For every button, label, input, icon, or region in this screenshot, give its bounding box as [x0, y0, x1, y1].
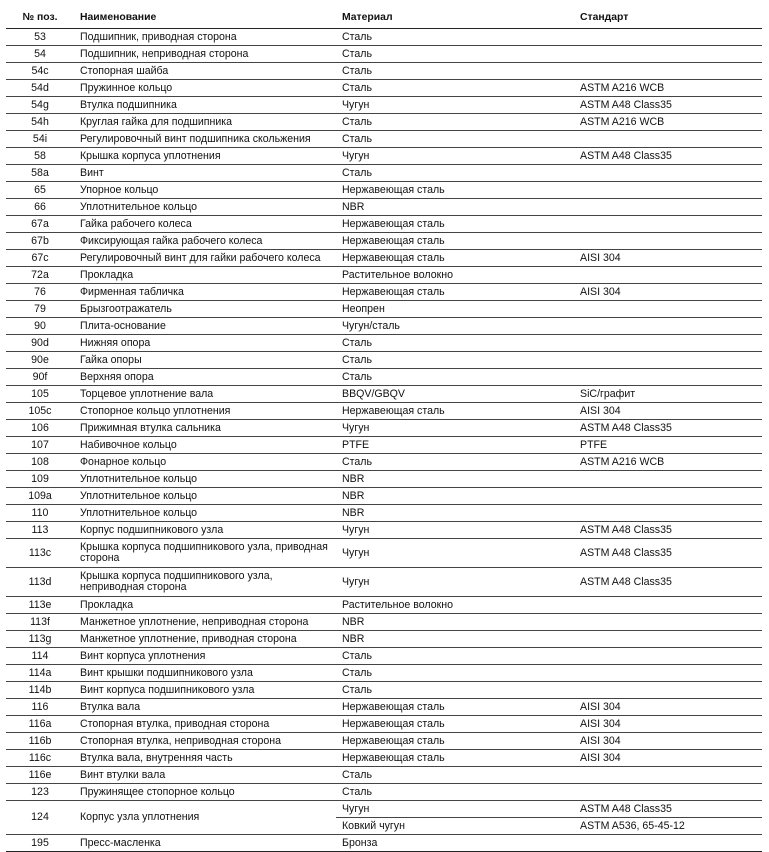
cell-name: Уплотнительное кольцо — [74, 505, 336, 522]
cell-standard — [574, 505, 762, 522]
table-row — [6, 648, 762, 665]
cell-standard — [574, 369, 762, 386]
cell-standard — [574, 682, 762, 699]
cell-pos: 67a — [6, 216, 74, 233]
table-row — [6, 614, 762, 631]
cell-standard — [574, 318, 762, 335]
table-row — [6, 835, 762, 852]
cell-name: Торцевое уплотнение вала — [74, 386, 336, 403]
table-row — [6, 454, 762, 471]
cell-standard — [574, 46, 762, 63]
parts-list-sheet — [6, 6, 762, 852]
cell-material: NBR — [336, 505, 574, 522]
cell-pos: 113g — [6, 631, 74, 648]
cell-material: Нержавеющая сталь — [336, 233, 574, 250]
cell-pos: 114 — [6, 648, 74, 665]
cell-name: Стопорная втулка, приводная сторона — [74, 716, 336, 733]
cell-name: Втулка подшипника — [74, 97, 336, 114]
cell-standard — [574, 665, 762, 682]
cell-material: Нержавеющая сталь — [336, 699, 574, 716]
table-row — [6, 63, 762, 80]
cell-standard: AISI 304 — [574, 733, 762, 750]
table-row-split — [6, 801, 762, 818]
cell-pos: 90e — [6, 352, 74, 369]
cell-name: Уплотнительное кольцо — [74, 471, 336, 488]
cell-standard — [574, 835, 762, 852]
cell-standard: AISI 304 — [574, 284, 762, 301]
cell-pos: 109 — [6, 471, 74, 488]
cell-material: NBR — [336, 614, 574, 631]
cell-pos: 90f — [6, 369, 74, 386]
cell-pos: 53 — [6, 29, 74, 46]
cell-material: BBQV/GBQV — [336, 386, 574, 403]
table-row — [6, 522, 762, 539]
cell-pos: 124 — [6, 801, 74, 835]
cell-standard: ASTM A536, 65-45-12 — [574, 818, 762, 835]
table-row — [6, 148, 762, 165]
cell-name: Стопорное кольцо уплотнения — [74, 403, 336, 420]
cell-material: Растительное волокно — [336, 267, 574, 284]
cell-pos: 106 — [6, 420, 74, 437]
cell-name: Подшипник, приводная сторона — [74, 29, 336, 46]
table-row — [6, 784, 762, 801]
cell-material: Нержавеющая сталь — [336, 716, 574, 733]
cell-name: Прокладка — [74, 597, 336, 614]
cell-material: Нержавеющая сталь — [336, 216, 574, 233]
cell-pos: 67b — [6, 233, 74, 250]
table-row — [6, 369, 762, 386]
cell-material: Нержавеющая сталь — [336, 284, 574, 301]
cell-material: Нержавеющая сталь — [336, 733, 574, 750]
cell-material: Сталь — [336, 46, 574, 63]
cell-standard: SiC/графит — [574, 386, 762, 403]
cell-name: Фирменная табличка — [74, 284, 336, 301]
table-row — [6, 699, 762, 716]
cell-pos: 90d — [6, 335, 74, 352]
column-header-standard: Стандарт — [574, 6, 762, 29]
cell-name: Втулка вала, внутренняя часть — [74, 750, 336, 767]
cell-name: Брызгоотражатель — [74, 301, 336, 318]
cell-name: Регулировочный винт для гайки рабочего колеса — [74, 250, 336, 267]
cell-material: Сталь — [336, 369, 574, 386]
cell-standard — [574, 301, 762, 318]
cell-name: Крышка корпуса подшипникового узла, приводная сторона — [74, 539, 336, 568]
cell-material: Сталь — [336, 352, 574, 369]
cell-material: NBR — [336, 199, 574, 216]
parts-table — [6, 6, 762, 852]
table-row — [6, 733, 762, 750]
cell-pos: 116c — [6, 750, 74, 767]
cell-material: NBR — [336, 488, 574, 505]
cell-material: Сталь — [336, 648, 574, 665]
cell-name: Плита-основание — [74, 318, 336, 335]
cell-name: Винт — [74, 165, 336, 182]
cell-standard — [574, 267, 762, 284]
cell-pos: 67c — [6, 250, 74, 267]
cell-pos: 72a — [6, 267, 74, 284]
cell-material: Сталь — [336, 335, 574, 352]
cell-standard: ASTM A48 Class35 — [574, 148, 762, 165]
cell-name: Винт корпуса подшипникового узла — [74, 682, 336, 699]
cell-name: Регулировочный винт подшипника скольжения — [74, 131, 336, 148]
cell-material: Неопрен — [336, 301, 574, 318]
table-row — [6, 352, 762, 369]
cell-material: Растительное волокно — [336, 597, 574, 614]
cell-material: Ковкий чугун — [336, 818, 574, 835]
cell-standard — [574, 199, 762, 216]
cell-standard: ASTM A48 Class35 — [574, 539, 762, 568]
cell-material: Чугун — [336, 568, 574, 597]
cell-name: Винт корпуса уплотнения — [74, 648, 336, 665]
cell-standard: AISI 304 — [574, 699, 762, 716]
cell-material: NBR — [336, 631, 574, 648]
table-row — [6, 165, 762, 182]
cell-pos: 113d — [6, 568, 74, 597]
cell-pos: 76 — [6, 284, 74, 301]
table-row — [6, 420, 762, 437]
cell-material: Сталь — [336, 454, 574, 471]
cell-standard: ASTM A216 WCB — [574, 80, 762, 97]
table-row — [6, 665, 762, 682]
cell-material: Сталь — [336, 114, 574, 131]
cell-name: Корпус подшипникового узла — [74, 522, 336, 539]
cell-name: Крышка корпуса подшипникового узла, неприводная сторона — [74, 568, 336, 597]
cell-material: Сталь — [336, 784, 574, 801]
cell-standard: ASTM A48 Class35 — [574, 801, 762, 818]
table-row — [6, 597, 762, 614]
cell-pos: 54i — [6, 131, 74, 148]
cell-name: Нижняя опора — [74, 335, 336, 352]
cell-standard: ASTM A216 WCB — [574, 114, 762, 131]
cell-standard — [574, 648, 762, 665]
cell-material: Нержавеющая сталь — [336, 250, 574, 267]
table-row — [6, 767, 762, 784]
table-row — [6, 46, 762, 63]
cell-material: Сталь — [336, 165, 574, 182]
cell-material: Чугун/сталь — [336, 318, 574, 335]
cell-standard — [574, 784, 762, 801]
table-row — [6, 568, 762, 597]
cell-standard: AISI 304 — [574, 403, 762, 420]
cell-standard: ASTM A48 Class35 — [574, 420, 762, 437]
cell-material: Сталь — [336, 80, 574, 97]
cell-standard — [574, 29, 762, 46]
cell-material: Чугун — [336, 97, 574, 114]
cell-material: Бронза — [336, 835, 574, 852]
table-row — [6, 284, 762, 301]
cell-material: Чугун — [336, 522, 574, 539]
cell-standard: ASTM A48 Class35 — [574, 97, 762, 114]
cell-name: Фиксирующая гайка рабочего колеса — [74, 233, 336, 250]
cell-pos: 113f — [6, 614, 74, 631]
table-row — [6, 199, 762, 216]
cell-standard — [574, 131, 762, 148]
cell-standard — [574, 767, 762, 784]
table-row — [6, 750, 762, 767]
cell-name: Набивочное кольцо — [74, 437, 336, 454]
cell-pos: 107 — [6, 437, 74, 454]
table-body-tail — [6, 801, 762, 852]
cell-material: Чугун — [336, 539, 574, 568]
cell-pos: 58a — [6, 165, 74, 182]
cell-pos: 110 — [6, 505, 74, 522]
cell-material: Сталь — [336, 29, 574, 46]
cell-pos: 65 — [6, 182, 74, 199]
table-row — [6, 682, 762, 699]
cell-material: PTFE — [336, 437, 574, 454]
cell-name: Уплотнительное кольцо — [74, 199, 336, 216]
cell-material: Нержавеющая сталь — [336, 403, 574, 420]
cell-standard — [574, 471, 762, 488]
cell-pos: 109a — [6, 488, 74, 505]
cell-standard: ASTM A48 Class35 — [574, 568, 762, 597]
cell-name: Манжетное уплотнение, неприводная сторона — [74, 614, 336, 631]
cell-pos: 54g — [6, 97, 74, 114]
cell-pos: 105c — [6, 403, 74, 420]
cell-name: Корпус узла уплотнения — [74, 801, 336, 835]
cell-name: Гайка опоры — [74, 352, 336, 369]
cell-standard — [574, 335, 762, 352]
cell-standard: AISI 304 — [574, 250, 762, 267]
cell-pos: 54 — [6, 46, 74, 63]
cell-name: Манжетное уплотнение, приводная сторона — [74, 631, 336, 648]
table-row — [6, 631, 762, 648]
cell-pos: 116a — [6, 716, 74, 733]
cell-standard — [574, 165, 762, 182]
cell-standard — [574, 614, 762, 631]
cell-material: Сталь — [336, 682, 574, 699]
cell-name: Прижимная втулка сальника — [74, 420, 336, 437]
cell-name: Круглая гайка для подшипника — [74, 114, 336, 131]
table-row — [6, 97, 762, 114]
cell-name: Пружинное кольцо — [74, 80, 336, 97]
cell-material: Нержавеющая сталь — [336, 750, 574, 767]
table-row — [6, 301, 762, 318]
cell-name: Пресс-масленка — [74, 835, 336, 852]
table-row — [6, 335, 762, 352]
cell-name: Уплотнительное кольцо — [74, 488, 336, 505]
cell-pos: 58 — [6, 148, 74, 165]
cell-name: Прокладка — [74, 267, 336, 284]
cell-name: Втулка вала — [74, 699, 336, 716]
cell-pos: 116 — [6, 699, 74, 716]
table-header-row — [6, 6, 762, 29]
cell-pos: 123 — [6, 784, 74, 801]
cell-material: Чугун — [336, 420, 574, 437]
column-header-material: Материал — [336, 6, 574, 29]
cell-material: Чугун — [336, 148, 574, 165]
cell-name: Крышка корпуса уплотнения — [74, 148, 336, 165]
table-row — [6, 114, 762, 131]
cell-standard — [574, 233, 762, 250]
cell-standard: AISI 304 — [574, 716, 762, 733]
table-row — [6, 131, 762, 148]
table-row — [6, 267, 762, 284]
table-row — [6, 216, 762, 233]
cell-material: Нержавеющая сталь — [336, 182, 574, 199]
table-row — [6, 471, 762, 488]
cell-material: NBR — [336, 471, 574, 488]
cell-name: Винт крышки подшипникового узла — [74, 665, 336, 682]
cell-name: Подшипник, неприводная сторона — [74, 46, 336, 63]
cell-standard: AISI 304 — [574, 750, 762, 767]
table-row — [6, 488, 762, 505]
cell-standard — [574, 182, 762, 199]
cell-name: Упорное кольцо — [74, 182, 336, 199]
cell-pos: 54h — [6, 114, 74, 131]
table-row — [6, 182, 762, 199]
cell-standard — [574, 488, 762, 505]
cell-material: Сталь — [336, 63, 574, 80]
table-row — [6, 250, 762, 267]
table-row — [6, 437, 762, 454]
cell-pos: 54c — [6, 63, 74, 80]
cell-pos: 116e — [6, 767, 74, 784]
cell-standard: PTFE — [574, 437, 762, 454]
cell-pos: 54d — [6, 80, 74, 97]
cell-name: Винт втулки вала — [74, 767, 336, 784]
cell-name: Стопорная шайба — [74, 63, 336, 80]
cell-material: Сталь — [336, 131, 574, 148]
table-row — [6, 505, 762, 522]
cell-pos: 116b — [6, 733, 74, 750]
cell-name: Гайка рабочего колеса — [74, 216, 336, 233]
cell-name: Верхняя опора — [74, 369, 336, 386]
table-row — [6, 386, 762, 403]
cell-standard: ASTM A48 Class35 — [574, 522, 762, 539]
cell-pos: 113e — [6, 597, 74, 614]
cell-material: Сталь — [336, 767, 574, 784]
cell-pos: 114b — [6, 682, 74, 699]
table-row — [6, 716, 762, 733]
cell-pos: 105 — [6, 386, 74, 403]
cell-pos: 90 — [6, 318, 74, 335]
table-row — [6, 29, 762, 46]
cell-pos: 113c — [6, 539, 74, 568]
table-row — [6, 539, 762, 568]
table-row — [6, 318, 762, 335]
cell-standard — [574, 352, 762, 369]
table-body — [6, 29, 762, 801]
cell-pos: 195 — [6, 835, 74, 852]
cell-pos: 79 — [6, 301, 74, 318]
cell-pos: 114a — [6, 665, 74, 682]
cell-pos: 108 — [6, 454, 74, 471]
cell-name: Фонарное кольцо — [74, 454, 336, 471]
cell-standard — [574, 631, 762, 648]
cell-name: Пружинящее стопорное кольцо — [74, 784, 336, 801]
table-row — [6, 403, 762, 420]
column-header-pos: № поз. — [6, 6, 74, 29]
cell-pos: 113 — [6, 522, 74, 539]
table-row — [6, 80, 762, 97]
cell-standard: ASTM A216 WCB — [574, 454, 762, 471]
cell-standard — [574, 597, 762, 614]
cell-material: Чугун — [336, 801, 574, 818]
cell-material: Сталь — [336, 665, 574, 682]
cell-pos: 66 — [6, 199, 74, 216]
cell-standard — [574, 216, 762, 233]
table-row — [6, 233, 762, 250]
cell-standard — [574, 63, 762, 80]
column-header-name: Наименование — [74, 6, 336, 29]
cell-name: Стопорная втулка, неприводная сторона — [74, 733, 336, 750]
